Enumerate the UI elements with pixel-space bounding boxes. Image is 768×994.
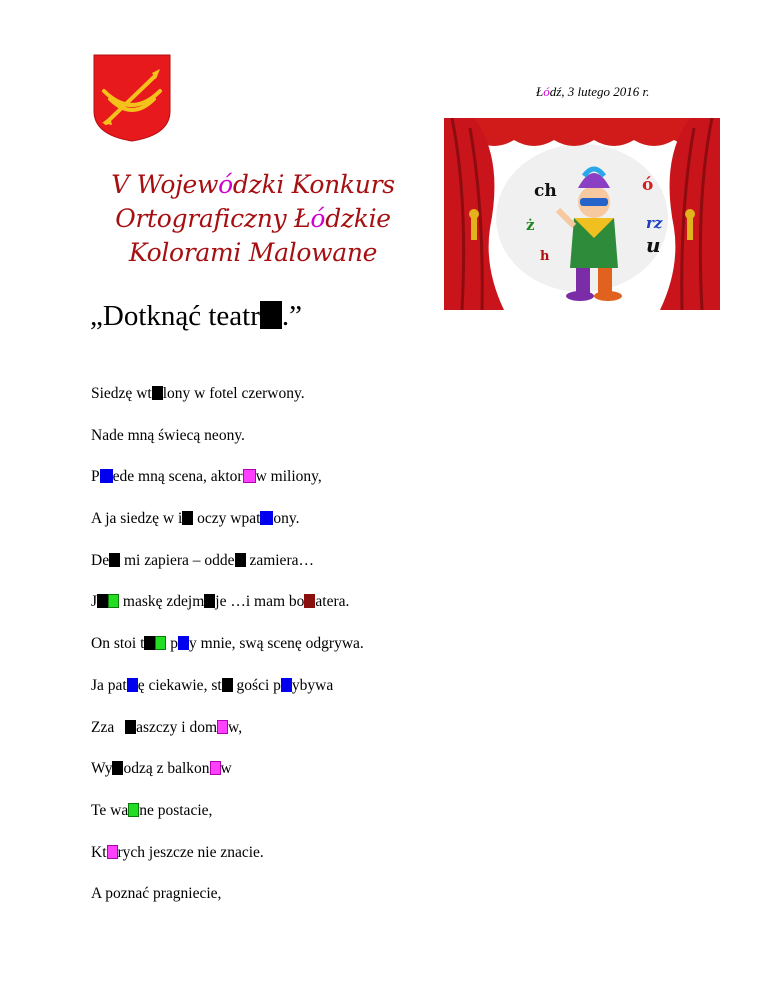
- gap-box: [155, 636, 166, 650]
- poem-body: [91, 385, 364, 927]
- poster-letter-u: u: [646, 233, 661, 257]
- gap-box: [128, 803, 139, 817]
- poem-line: De mi zapiera – odde zamiera…: [91, 551, 314, 569]
- contest-title: V Wojewódzki Konkurs Ortograficzny Łódzkie Kolorami Malowane: [111, 170, 395, 267]
- poster-letter-z: ż: [526, 216, 535, 234]
- poster-letter-rz: rz: [646, 214, 663, 232]
- poem-line: Te wa ne postacie,: [91, 801, 213, 819]
- poster-letter-o: ó: [642, 175, 654, 195]
- gap-box: [281, 678, 292, 692]
- lodz-coat-of-arms-icon: [92, 53, 172, 143]
- date-highlight: ó: [543, 84, 550, 99]
- gap-box: [127, 678, 138, 692]
- poem-line: Zza aszczy i dom w,: [91, 718, 243, 736]
- gap-box: [109, 553, 120, 567]
- gap-box: [260, 301, 282, 329]
- poem-line: Wy odzą z balkon w: [91, 760, 232, 778]
- gap-box: [97, 594, 108, 608]
- gap-box: [178, 636, 189, 650]
- poem-line: Ja pat ę ciekawie, st gości p ybywa: [91, 676, 334, 694]
- gap-box: [182, 511, 193, 525]
- poster-letter-h: h: [540, 249, 550, 264]
- poem-line: J maskę zdejm je …i mam bo atera.: [91, 593, 350, 611]
- gap-box: [204, 594, 215, 608]
- poem-title: „Dotknąć teatr .”: [90, 300, 303, 332]
- theatre-poster-image: [444, 118, 720, 310]
- gap-box: [107, 845, 118, 859]
- document-date: Łódź, 3 lutego 2016 r.: [536, 84, 650, 99]
- poem-line: P ede mną scena, aktor w miliony,: [91, 468, 322, 486]
- poster-letter-ch: ch: [534, 181, 557, 201]
- poem-line: Kt rych jeszcze nie znacie.: [91, 843, 264, 861]
- gap-box: [210, 761, 221, 775]
- gap-box: [304, 594, 315, 608]
- gap-box: [260, 511, 273, 525]
- gap-box: [112, 761, 123, 775]
- gap-box: [217, 720, 228, 734]
- gap-box: [222, 678, 233, 692]
- gap-box: [235, 553, 246, 567]
- poem-line: A ja siedzę w i oczy wpat ony.: [91, 510, 300, 528]
- poem-line: Nade mną świecą neony.: [91, 426, 245, 444]
- poem-line: Siedzę wt lony w fotel czerwony.: [91, 385, 305, 402]
- gap-box: [144, 636, 155, 650]
- gap-box: [243, 469, 256, 483]
- poem-line: A poznać pragniecie,: [91, 885, 222, 903]
- poem-line: On stoi t p y mnie, swą scenę odgrywa.: [91, 635, 364, 653]
- gap-box: [125, 720, 136, 734]
- gap-box: [152, 386, 163, 400]
- gap-box: [108, 594, 119, 608]
- gap-box: [100, 469, 113, 483]
